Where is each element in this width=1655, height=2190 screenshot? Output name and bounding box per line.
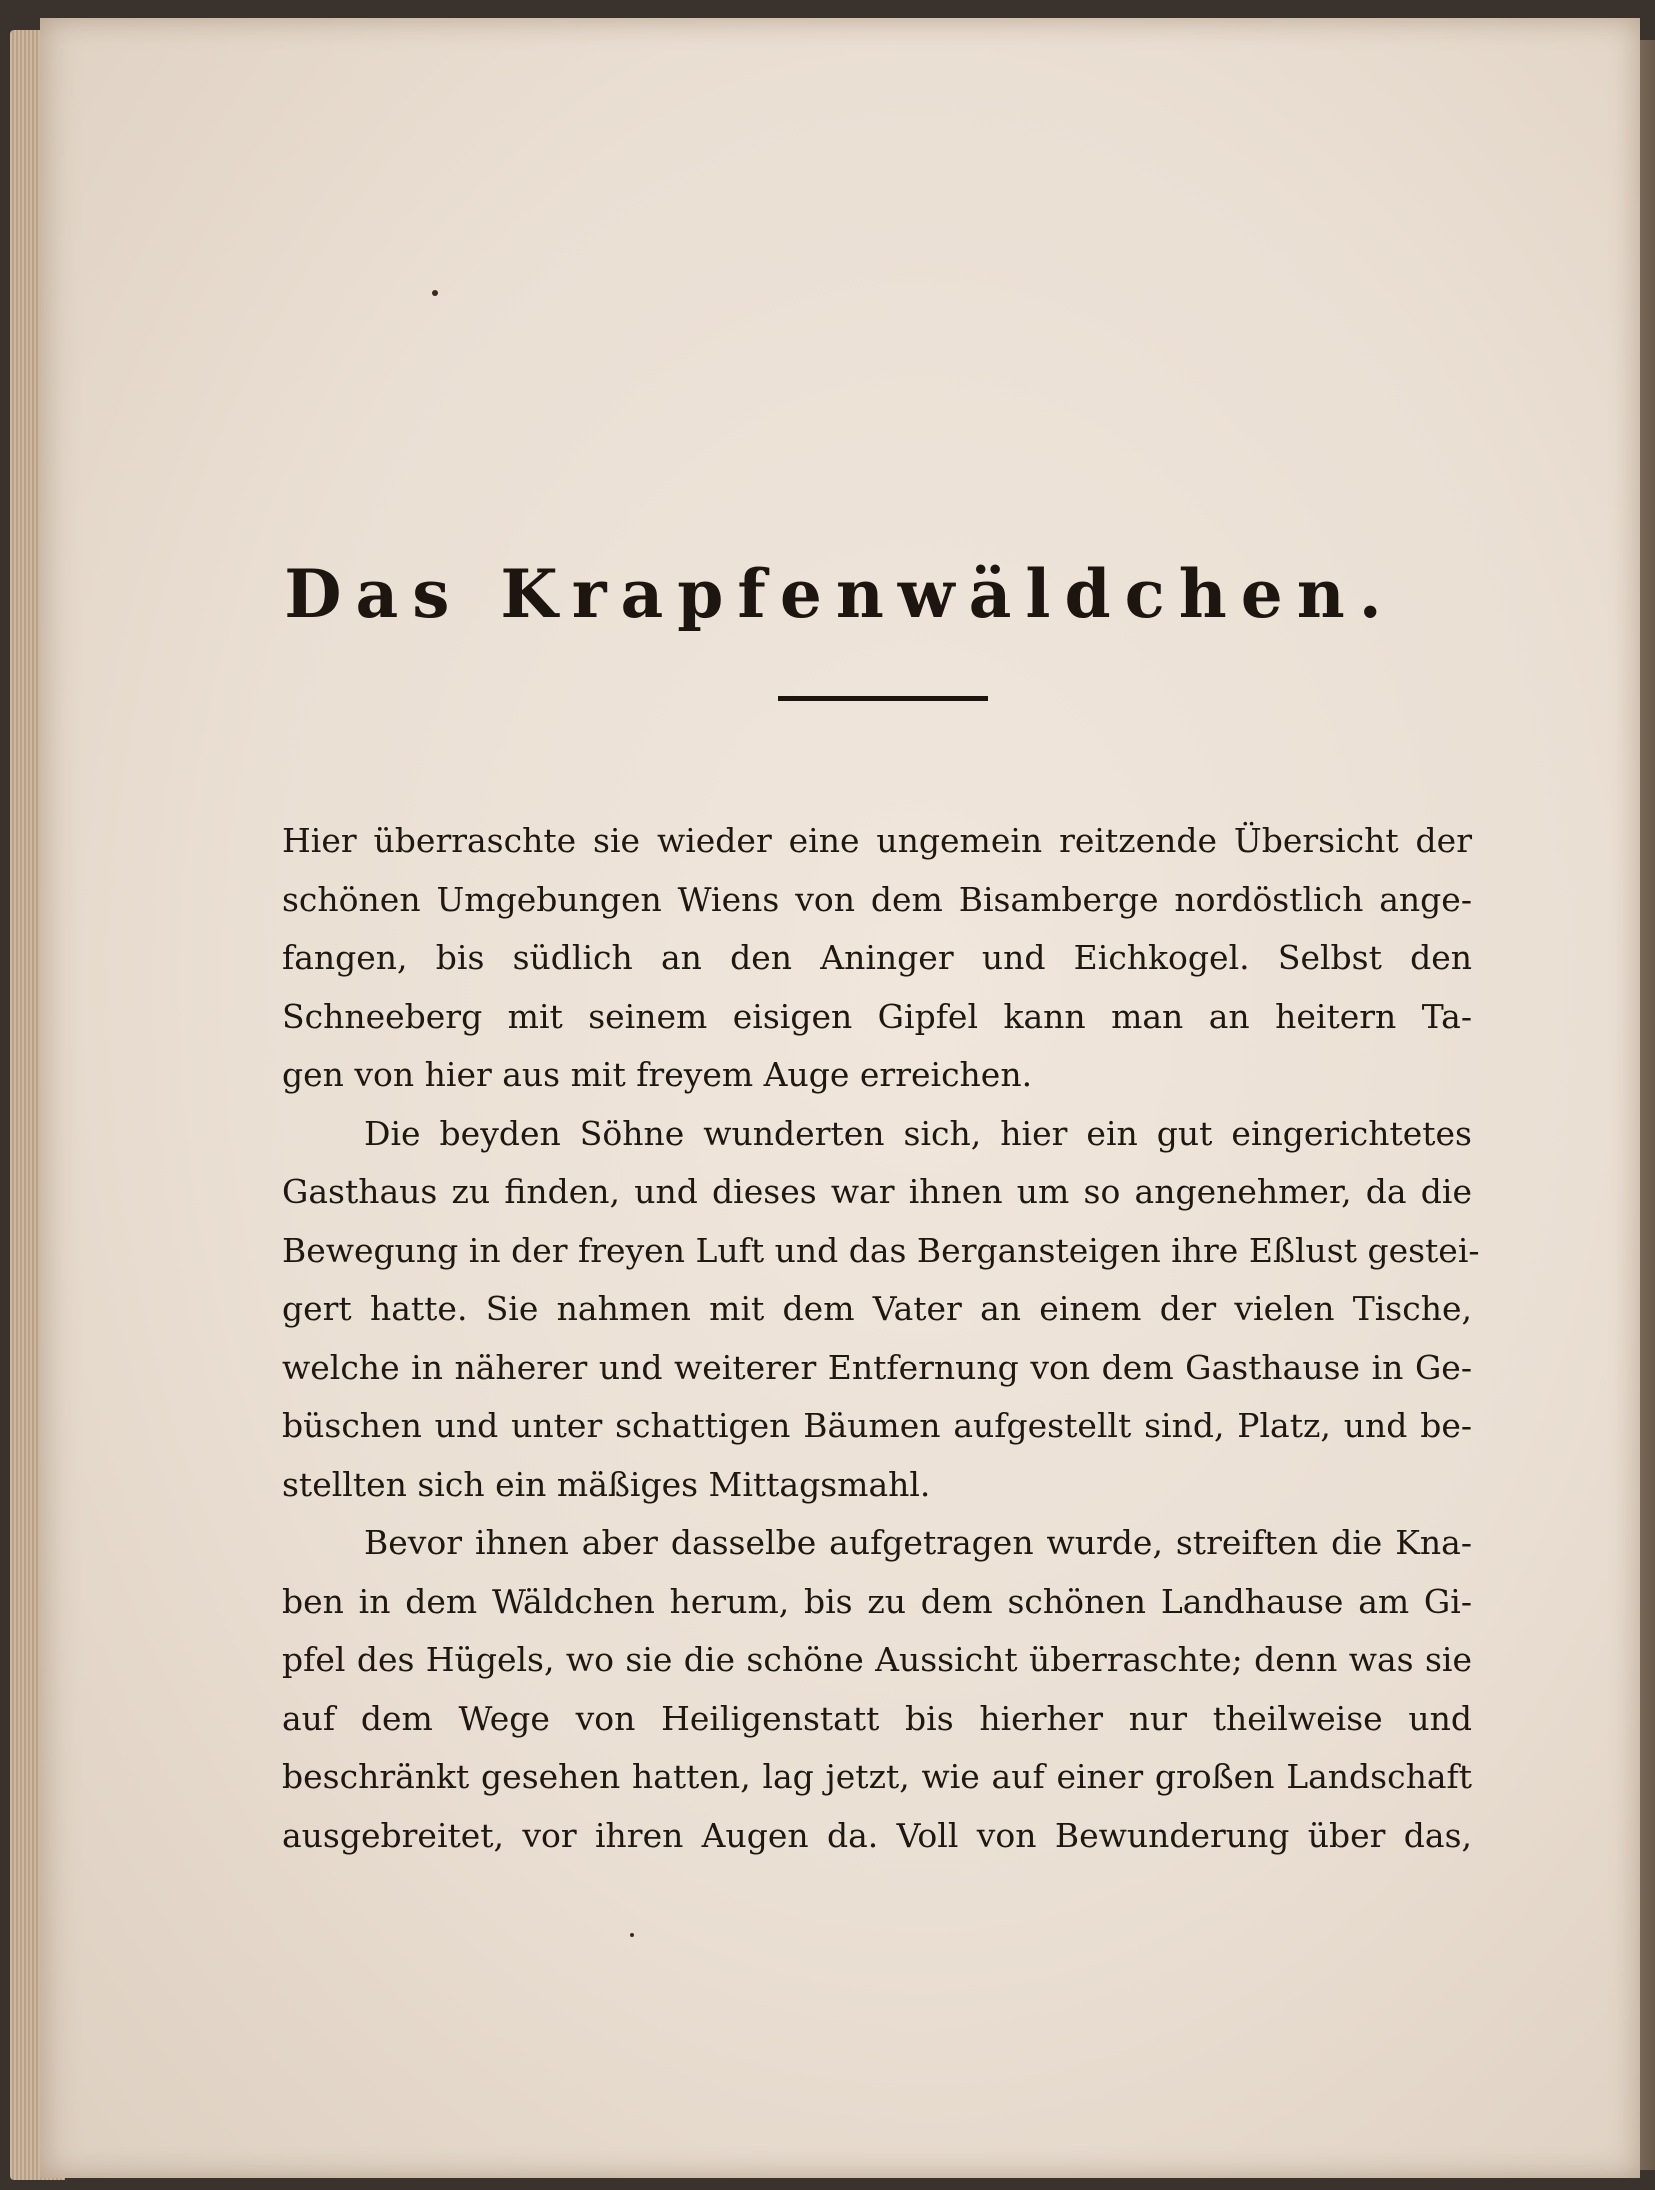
text-line: beschränkt gesehen hatten, lag jetzt, wie auf einer großen Landschaft bbox=[282, 1757, 1472, 1796]
text-line: schönen Umgebungen Wiens von dem Bisamberge nordöstlich ange- bbox=[282, 879, 1472, 919]
paragraph-3 bbox=[282, 1514, 1472, 1865]
text-line: Hier überraschte sie wieder eine ungemein reitzende Übersicht der bbox=[282, 821, 1472, 860]
title-rule bbox=[778, 696, 988, 701]
text-line: gen von hier aus mit freyem Auge erreichen. bbox=[282, 1055, 1033, 1094]
text-line: ben in dem Wäldchen herum, bis zu dem schönen Landhause am Gi- bbox=[282, 1581, 1472, 1621]
ink-spot bbox=[630, 1933, 634, 1937]
text-line: Die beyden Söhne wunderten sich, hier ein gut eingerichtetes bbox=[364, 1113, 1472, 1153]
chapter-title: Das Krapfenwäldchen. bbox=[284, 555, 1396, 633]
body-text bbox=[282, 812, 1480, 1865]
text-line: stellten sich ein mäßiges Mittagsmahl. bbox=[282, 1464, 931, 1504]
text-line: gert hatte. Sie nahmen mit dem Vater an einem der vielen Tische, bbox=[282, 1289, 1472, 1328]
text-line: ausgebreitet, vor ihren Augen da. Voll von Bewunderung über das, bbox=[282, 1815, 1472, 1855]
text-line: Bewegung in der freyen Luft und das Bergansteigen ihre Eßlust gestei- bbox=[282, 1230, 1480, 1270]
text-line: welche in näherer und weiterer Entfernung von dem Gasthause in Ge- bbox=[282, 1347, 1472, 1387]
text-line: büschen und unter schattigen Bäumen aufgestellt sind, Platz, und be- bbox=[282, 1406, 1472, 1445]
text-line: pfel des Hügels, wo sie die schöne Aussicht überraschte; denn was sie bbox=[282, 1640, 1472, 1679]
text-line: Schneeberg mit seinem eisigen Gipfel kann man an heitern Ta- bbox=[282, 996, 1472, 1036]
ink-spot bbox=[432, 290, 438, 296]
paragraph-1 bbox=[282, 812, 1472, 1105]
text-line: Bevor ihnen aber dasselbe aufgetragen wurde, streiften die Kna- bbox=[364, 1523, 1472, 1562]
text-line: Gasthaus zu finden, und dieses war ihnen um so angenehmer, da die bbox=[282, 1172, 1472, 1211]
text-line: fangen, bis südlich an den Aninger und Eichkogel. Selbst den bbox=[282, 938, 1472, 977]
paragraph-2 bbox=[282, 1105, 1480, 1515]
text-line: auf dem Wege von Heiligenstatt bis hierher nur theilweise und bbox=[282, 1698, 1472, 1738]
